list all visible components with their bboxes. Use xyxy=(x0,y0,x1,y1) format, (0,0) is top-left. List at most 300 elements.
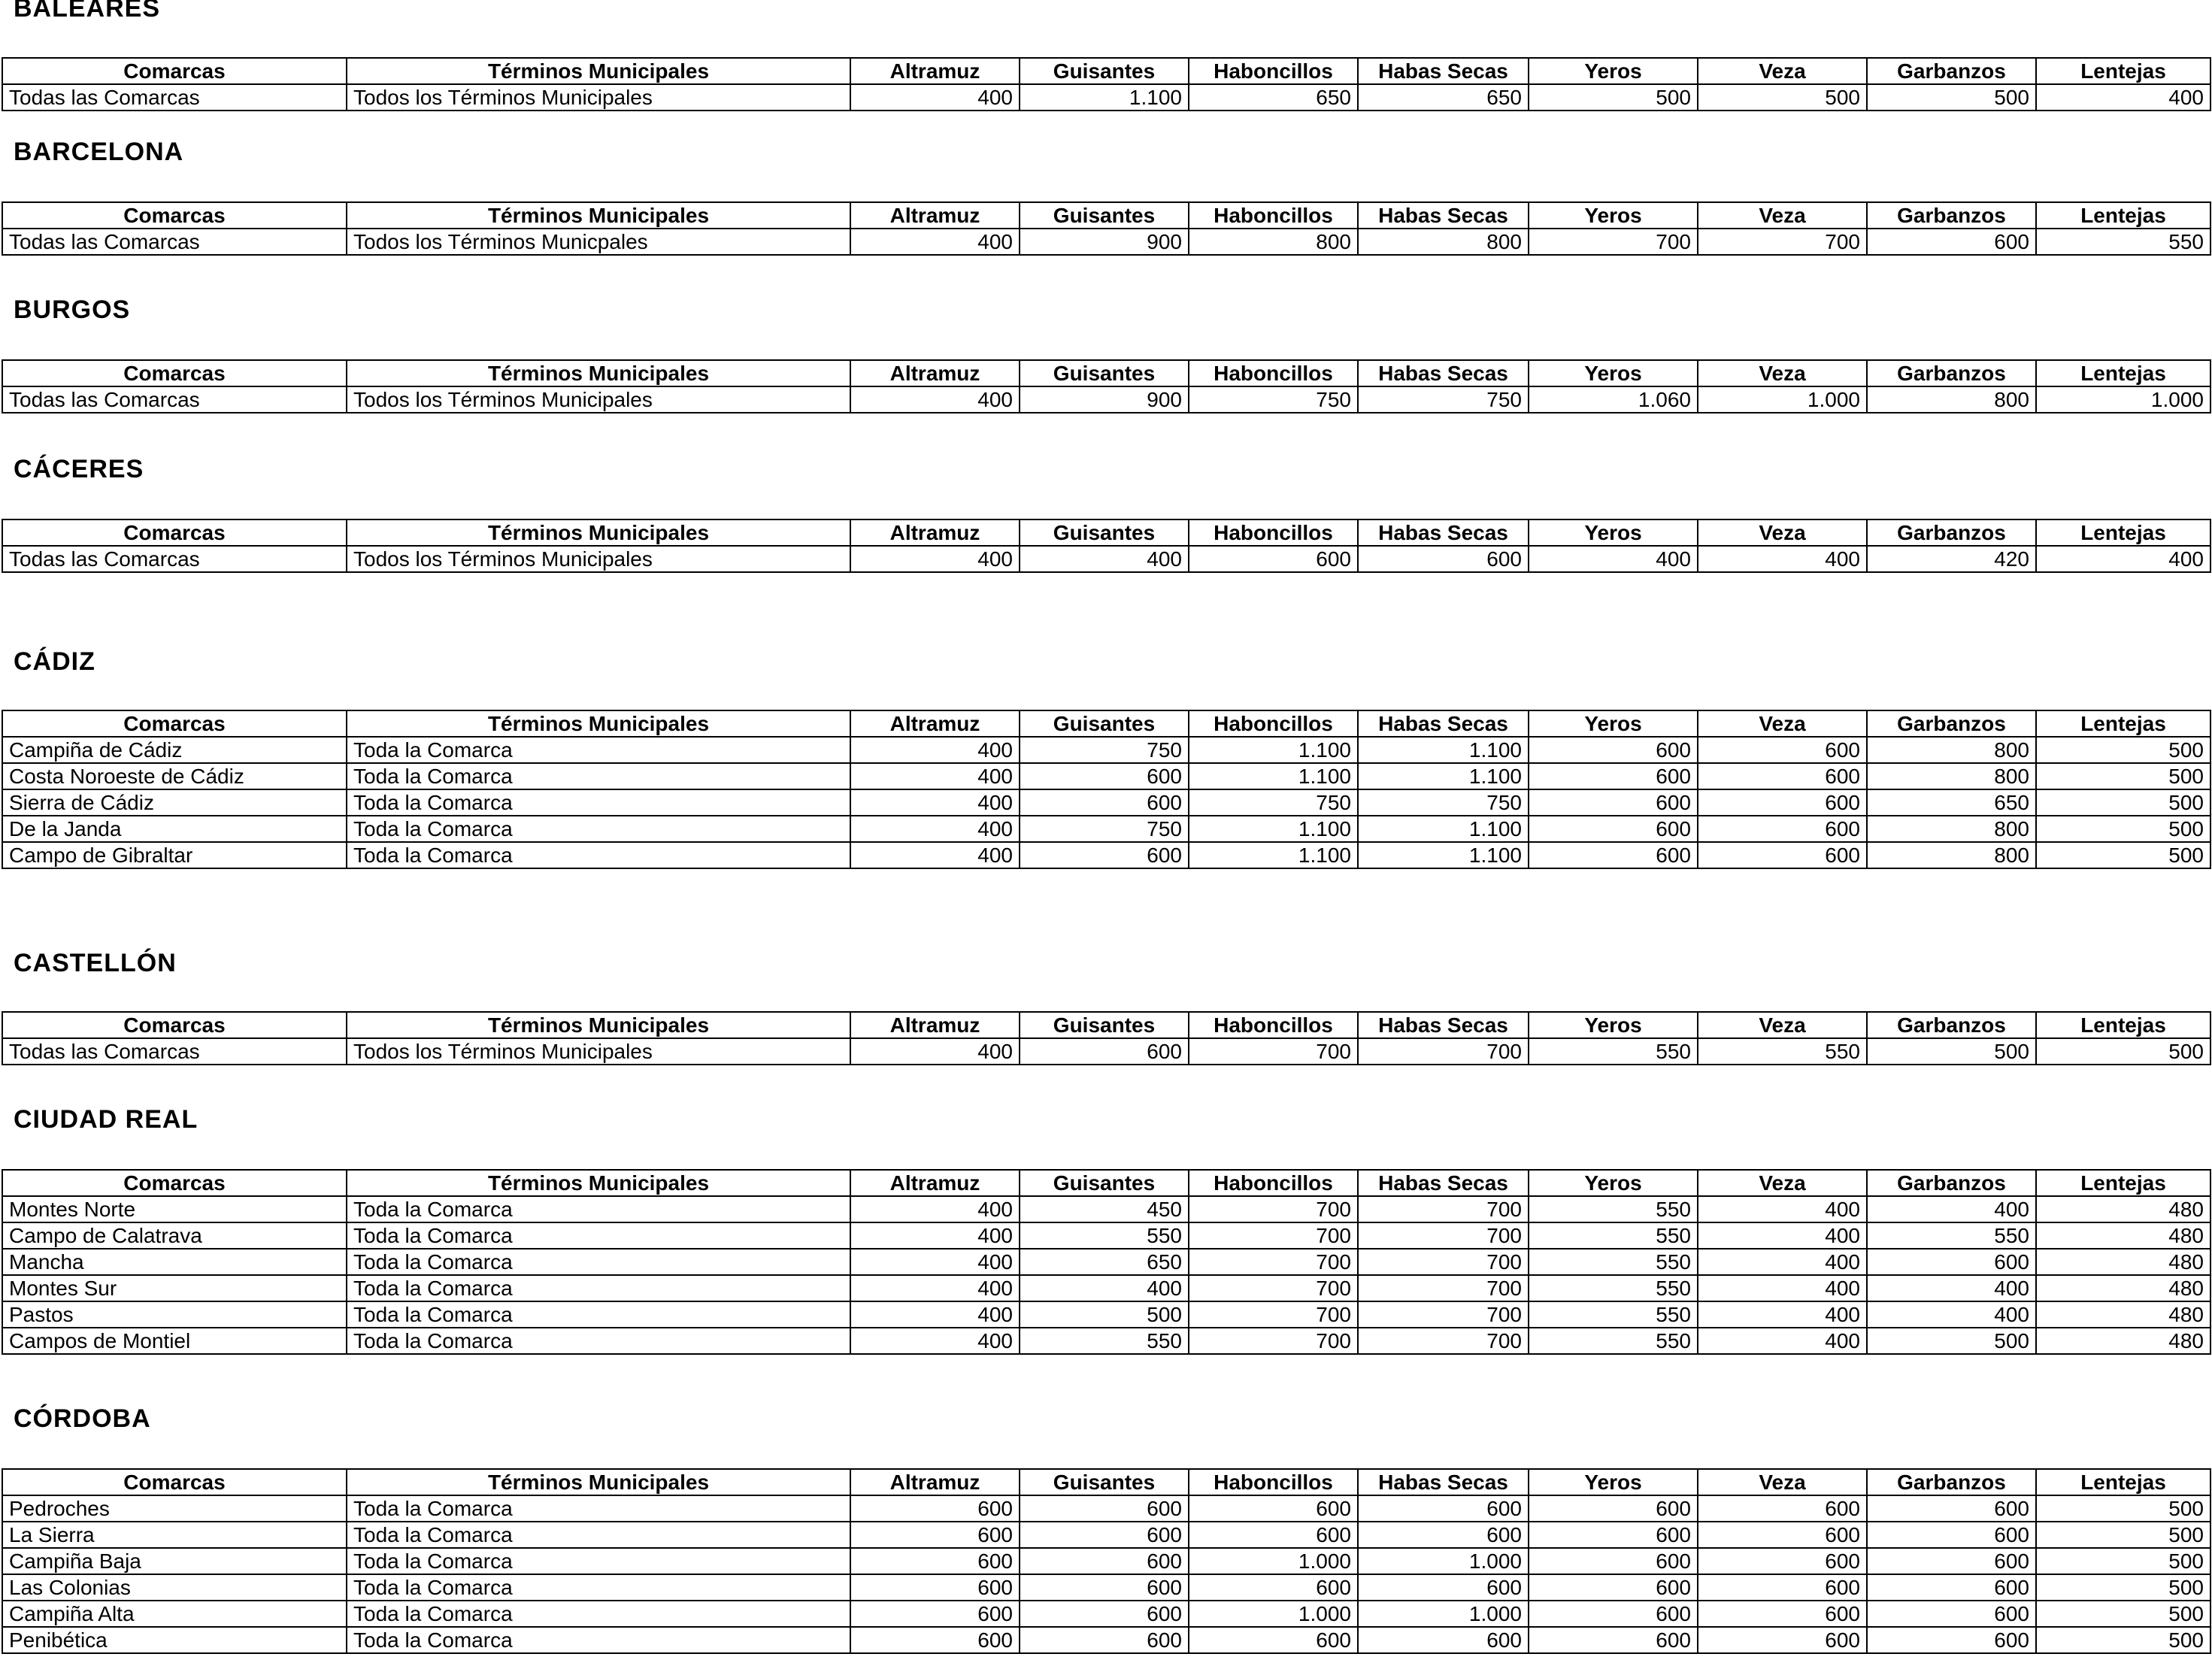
value-cell: 400 xyxy=(850,737,1020,763)
value-cell: 700 xyxy=(1358,1196,1529,1222)
value-cell: 500 xyxy=(2036,1548,2210,1574)
value-cell: 550 xyxy=(1020,1328,1189,1354)
value-cell: 500 xyxy=(1698,84,1867,111)
column-header: Lentejas xyxy=(2036,58,2210,84)
column-header: Garbanzos xyxy=(1867,58,2036,84)
comarca-cell: Campo de Calatrava xyxy=(2,1222,347,1249)
value-cell: 600 xyxy=(1020,1627,1189,1653)
table-row xyxy=(2,816,2210,842)
value-cell: 800 xyxy=(1867,737,2036,763)
column-header: Habas Secas xyxy=(1358,1469,1529,1495)
value-cell: 400 xyxy=(2036,546,2210,572)
column-header: Yeros xyxy=(1529,1469,1698,1495)
value-cell: 600 xyxy=(1020,763,1189,789)
table-row xyxy=(2,1038,2210,1065)
municipio-cell: Todos los Términos Municipales xyxy=(347,84,850,111)
value-cell: 400 xyxy=(1867,1275,2036,1301)
value-cell: 480 xyxy=(2036,1275,2210,1301)
value-cell: 400 xyxy=(1698,1249,1867,1275)
table-header-row xyxy=(2,58,2210,84)
column-header: Yeros xyxy=(1529,1170,1698,1196)
value-cell: 600 xyxy=(1529,1522,1698,1548)
table-header-row xyxy=(2,1469,2210,1495)
comarca-cell: Montes Norte xyxy=(2,1196,347,1222)
comarca-cell: Sierra de Cádiz xyxy=(2,789,347,816)
value-cell: 800 xyxy=(1867,816,2036,842)
column-header: Altramuz xyxy=(850,519,1020,546)
municipio-cell: Toda la Comarca xyxy=(347,1548,850,1574)
value-cell: 600 xyxy=(1020,1522,1189,1548)
province-title: BURGOS xyxy=(14,295,131,324)
column-header: Yeros xyxy=(1529,710,1698,737)
municipio-cell: Toda la Comarca xyxy=(347,1601,850,1627)
value-cell: 600 xyxy=(1529,816,1698,842)
value-cell: 500 xyxy=(2036,1038,2210,1065)
table-header-row xyxy=(2,1012,2210,1038)
value-cell: 900 xyxy=(1020,386,1189,413)
value-cell: 500 xyxy=(2036,1601,2210,1627)
column-header: Lentejas xyxy=(2036,360,2210,386)
table-row xyxy=(2,763,2210,789)
municipio-cell: Toda la Comarca xyxy=(347,1574,850,1601)
value-cell: 400 xyxy=(850,386,1020,413)
comarca-cell: La Sierra xyxy=(2,1522,347,1548)
value-cell: 500 xyxy=(1529,84,1698,111)
table-row xyxy=(2,84,2210,111)
municipio-cell: Todos los Términos Municipales xyxy=(347,1038,850,1065)
value-cell: 900 xyxy=(1020,229,1189,255)
value-cell: 400 xyxy=(850,1275,1020,1301)
comarca-cell: Todas las Comarcas xyxy=(2,386,347,413)
column-header: Lentejas xyxy=(2036,1170,2210,1196)
column-header: Habas Secas xyxy=(1358,710,1529,737)
value-cell: 400 xyxy=(850,1249,1020,1275)
table-row xyxy=(2,842,2210,868)
value-cell: 400 xyxy=(850,1301,1020,1328)
column-header: Guisantes xyxy=(1020,202,1189,229)
value-cell: 500 xyxy=(2036,737,2210,763)
value-cell: 750 xyxy=(1020,737,1189,763)
municipio-cell: Toda la Comarca xyxy=(347,1196,850,1222)
column-header: Términos Municipales xyxy=(347,58,850,84)
column-header: Veza xyxy=(1698,58,1867,84)
column-header: Guisantes xyxy=(1020,58,1189,84)
yield-table xyxy=(2,201,2211,256)
column-header: Veza xyxy=(1698,1170,1867,1196)
table-header-row xyxy=(2,360,2210,386)
value-cell: 600 xyxy=(1867,1522,2036,1548)
municipio-cell: Toda la Comarca xyxy=(347,816,850,842)
value-cell: 500 xyxy=(2036,842,2210,868)
value-cell: 400 xyxy=(850,546,1020,572)
column-header: Veza xyxy=(1698,202,1867,229)
column-header: Términos Municipales xyxy=(347,519,850,546)
comarca-cell: Pastos xyxy=(2,1301,347,1328)
value-cell: 550 xyxy=(1529,1038,1698,1065)
value-cell: 600 xyxy=(1189,1574,1358,1601)
value-cell: 600 xyxy=(850,1495,1020,1522)
table-row xyxy=(2,1627,2210,1653)
value-cell: 600 xyxy=(1698,789,1867,816)
value-cell: 600 xyxy=(1698,1627,1867,1653)
value-cell: 700 xyxy=(1358,1249,1529,1275)
province-title: BALEARES xyxy=(14,0,161,23)
value-cell: 700 xyxy=(1189,1328,1358,1354)
table-row xyxy=(2,737,2210,763)
yield-table xyxy=(2,1169,2211,1355)
value-cell: 400 xyxy=(850,1328,1020,1354)
value-cell: 600 xyxy=(1529,1495,1698,1522)
value-cell: 1.100 xyxy=(1189,816,1358,842)
value-cell: 400 xyxy=(1698,1222,1867,1249)
table-row xyxy=(2,1574,2210,1601)
province-title: CÁDIZ xyxy=(14,647,95,676)
municipio-cell: Toda la Comarca xyxy=(347,737,850,763)
column-header: Guisantes xyxy=(1020,1469,1189,1495)
value-cell: 600 xyxy=(1189,1627,1358,1653)
value-cell: 400 xyxy=(1698,1328,1867,1354)
table-header-row xyxy=(2,519,2210,546)
value-cell: 500 xyxy=(2036,1495,2210,1522)
value-cell: 550 xyxy=(1698,1038,1867,1065)
value-cell: 500 xyxy=(2036,816,2210,842)
value-cell: 1.000 xyxy=(1698,386,1867,413)
value-cell: 1.000 xyxy=(1189,1548,1358,1574)
table-row xyxy=(2,1522,2210,1548)
column-header: Términos Municipales xyxy=(347,202,850,229)
value-cell: 650 xyxy=(1189,84,1358,111)
comarca-cell: Campiña Baja xyxy=(2,1548,347,1574)
comarca-cell: Campiña Alta xyxy=(2,1601,347,1627)
municipio-cell: Todos los Términos Municpales xyxy=(347,229,850,255)
column-header: Comarcas xyxy=(2,1170,347,1196)
table-row xyxy=(2,1548,2210,1574)
column-header: Lentejas xyxy=(2036,1469,2210,1495)
value-cell: 550 xyxy=(1529,1275,1698,1301)
value-cell: 650 xyxy=(1358,84,1529,111)
column-header: Lentejas xyxy=(2036,519,2210,546)
value-cell: 750 xyxy=(1358,386,1529,413)
column-header: Comarcas xyxy=(2,1469,347,1495)
comarca-cell: Todas las Comarcas xyxy=(2,229,347,255)
value-cell: 480 xyxy=(2036,1196,2210,1222)
value-cell: 600 xyxy=(850,1574,1020,1601)
value-cell: 550 xyxy=(1020,1222,1189,1249)
column-header: Comarcas xyxy=(2,202,347,229)
value-cell: 500 xyxy=(2036,1627,2210,1653)
column-header: Garbanzos xyxy=(1867,1170,2036,1196)
value-cell: 800 xyxy=(1867,386,2036,413)
value-cell: 400 xyxy=(1867,1301,2036,1328)
comarca-cell: Costa Noroeste de Cádiz xyxy=(2,763,347,789)
value-cell: 600 xyxy=(850,1522,1020,1548)
value-cell: 550 xyxy=(2036,229,2210,255)
value-cell: 700 xyxy=(1189,1222,1358,1249)
column-header: Veza xyxy=(1698,519,1867,546)
value-cell: 500 xyxy=(1867,1328,2036,1354)
column-header: Yeros xyxy=(1529,519,1698,546)
value-cell: 800 xyxy=(1867,842,2036,868)
column-header: Habas Secas xyxy=(1358,202,1529,229)
column-header: Veza xyxy=(1698,710,1867,737)
value-cell: 700 xyxy=(1358,1275,1529,1301)
value-cell: 700 xyxy=(1358,1038,1529,1065)
value-cell: 600 xyxy=(1867,1627,2036,1653)
value-cell: 600 xyxy=(1529,1601,1698,1627)
value-cell: 600 xyxy=(1698,1522,1867,1548)
column-header: Lentejas xyxy=(2036,1012,2210,1038)
column-header: Haboncillos xyxy=(1189,519,1358,546)
table-header-row xyxy=(2,202,2210,229)
column-header: Términos Municipales xyxy=(347,710,850,737)
value-cell: 600 xyxy=(1020,789,1189,816)
value-cell: 600 xyxy=(1529,842,1698,868)
municipio-cell: Todos los Términos Municipales xyxy=(347,386,850,413)
value-cell: 600 xyxy=(1867,1601,2036,1627)
yield-table xyxy=(2,710,2211,869)
value-cell: 400 xyxy=(850,1196,1020,1222)
value-cell: 750 xyxy=(1189,386,1358,413)
value-cell: 600 xyxy=(1698,842,1867,868)
comarca-cell: De la Janda xyxy=(2,816,347,842)
yield-table xyxy=(2,57,2211,111)
value-cell: 480 xyxy=(2036,1328,2210,1354)
column-header: Garbanzos xyxy=(1867,710,2036,737)
column-header: Haboncillos xyxy=(1189,360,1358,386)
municipio-cell: Toda la Comarca xyxy=(347,1522,850,1548)
value-cell: 500 xyxy=(2036,1522,2210,1548)
value-cell: 400 xyxy=(850,1038,1020,1065)
yield-table xyxy=(2,359,2211,413)
value-cell: 550 xyxy=(1529,1301,1698,1328)
value-cell: 400 xyxy=(2036,84,2210,111)
column-header: Veza xyxy=(1698,360,1867,386)
municipio-cell: Toda la Comarca xyxy=(347,1328,850,1354)
value-cell: 480 xyxy=(2036,1222,2210,1249)
column-header: Comarcas xyxy=(2,1012,347,1038)
table-row xyxy=(2,1301,2210,1328)
value-cell: 500 xyxy=(2036,763,2210,789)
value-cell: 500 xyxy=(1867,84,2036,111)
table-row xyxy=(2,1495,2210,1522)
value-cell: 750 xyxy=(1020,816,1189,842)
value-cell: 1.100 xyxy=(1358,842,1529,868)
value-cell: 550 xyxy=(1529,1328,1698,1354)
municipio-cell: Toda la Comarca xyxy=(347,1495,850,1522)
column-header: Habas Secas xyxy=(1358,58,1529,84)
value-cell: 600 xyxy=(1698,816,1867,842)
value-cell: 480 xyxy=(2036,1301,2210,1328)
comarca-cell: Campiña de Cádiz xyxy=(2,737,347,763)
municipio-cell: Todos los Términos Municipales xyxy=(347,546,850,572)
value-cell: 600 xyxy=(1529,789,1698,816)
table-row xyxy=(2,1249,2210,1275)
municipio-cell: Toda la Comarca xyxy=(347,763,850,789)
yield-table xyxy=(2,1468,2211,1654)
column-header: Comarcas xyxy=(2,519,347,546)
table-row xyxy=(2,1328,2210,1354)
column-header: Habas Secas xyxy=(1358,1170,1529,1196)
value-cell: 600 xyxy=(1358,1495,1529,1522)
table-row xyxy=(2,386,2210,413)
value-cell: 600 xyxy=(1867,229,2036,255)
value-cell: 600 xyxy=(1867,1495,2036,1522)
value-cell: 600 xyxy=(1020,1601,1189,1627)
column-header: Altramuz xyxy=(850,202,1020,229)
value-cell: 550 xyxy=(1529,1249,1698,1275)
column-header: Garbanzos xyxy=(1867,202,2036,229)
value-cell: 600 xyxy=(1867,1574,2036,1601)
municipio-cell: Toda la Comarca xyxy=(347,1222,850,1249)
column-header: Guisantes xyxy=(1020,1170,1189,1196)
municipio-cell: Toda la Comarca xyxy=(347,1627,850,1653)
value-cell: 500 xyxy=(2036,1574,2210,1601)
column-header: Comarcas xyxy=(2,710,347,737)
table-header-row xyxy=(2,710,2210,737)
value-cell: 600 xyxy=(1189,546,1358,572)
value-cell: 400 xyxy=(1698,1275,1867,1301)
comarca-cell: Todas las Comarcas xyxy=(2,1038,347,1065)
value-cell: 550 xyxy=(1529,1222,1698,1249)
table-row xyxy=(2,789,2210,816)
value-cell: 700 xyxy=(1189,1275,1358,1301)
value-cell: 750 xyxy=(1189,789,1358,816)
comarca-cell: Penibética xyxy=(2,1627,347,1653)
column-header: Veza xyxy=(1698,1012,1867,1038)
value-cell: 1.100 xyxy=(1189,842,1358,868)
municipio-cell: Toda la Comarca xyxy=(347,842,850,868)
value-cell: 500 xyxy=(1020,1301,1189,1328)
yield-table xyxy=(2,519,2211,573)
value-cell: 600 xyxy=(1529,1574,1698,1601)
column-header: Yeros xyxy=(1529,202,1698,229)
column-header: Altramuz xyxy=(850,710,1020,737)
value-cell: 400 xyxy=(1698,1301,1867,1328)
value-cell: 600 xyxy=(1358,546,1529,572)
column-header: Garbanzos xyxy=(1867,1469,2036,1495)
column-header: Haboncillos xyxy=(1189,710,1358,737)
value-cell: 400 xyxy=(1867,1196,2036,1222)
value-cell: 1.000 xyxy=(2036,386,2210,413)
value-cell: 600 xyxy=(1189,1522,1358,1548)
column-header: Términos Municipales xyxy=(347,1170,850,1196)
value-cell: 600 xyxy=(1698,1574,1867,1601)
province-title: CÓRDOBA xyxy=(14,1404,151,1433)
municipio-cell: Toda la Comarca xyxy=(347,1275,850,1301)
column-header: Yeros xyxy=(1529,360,1698,386)
column-header: Comarcas xyxy=(2,360,347,386)
value-cell: 600 xyxy=(1358,1574,1529,1601)
value-cell: 700 xyxy=(1189,1249,1358,1275)
table-header-row xyxy=(2,1170,2210,1196)
value-cell: 600 xyxy=(1698,737,1867,763)
column-header: Altramuz xyxy=(850,1170,1020,1196)
value-cell: 700 xyxy=(1189,1196,1358,1222)
column-header: Términos Municipales xyxy=(347,1469,850,1495)
comarca-cell: Montes Sur xyxy=(2,1275,347,1301)
province-title: BARCELONA xyxy=(14,138,184,166)
table-row xyxy=(2,1196,2210,1222)
column-header: Haboncillos xyxy=(1189,1469,1358,1495)
value-cell: 800 xyxy=(1358,229,1529,255)
value-cell: 500 xyxy=(2036,789,2210,816)
value-cell: 1.100 xyxy=(1189,763,1358,789)
value-cell: 400 xyxy=(1698,546,1867,572)
value-cell: 1.100 xyxy=(1189,737,1358,763)
value-cell: 600 xyxy=(1867,1249,2036,1275)
value-cell: 700 xyxy=(1358,1301,1529,1328)
value-cell: 700 xyxy=(1189,1038,1358,1065)
value-cell: 600 xyxy=(1867,1548,2036,1574)
value-cell: 1.060 xyxy=(1529,386,1698,413)
value-cell: 650 xyxy=(1020,1249,1189,1275)
column-header: Guisantes xyxy=(1020,710,1189,737)
value-cell: 600 xyxy=(1698,1601,1867,1627)
value-cell: 600 xyxy=(850,1627,1020,1653)
value-cell: 550 xyxy=(1529,1196,1698,1222)
table-row xyxy=(2,546,2210,572)
value-cell: 400 xyxy=(850,229,1020,255)
column-header: Guisantes xyxy=(1020,360,1189,386)
value-cell: 750 xyxy=(1358,789,1529,816)
value-cell: 400 xyxy=(1698,1196,1867,1222)
column-header: Lentejas xyxy=(2036,710,2210,737)
value-cell: 600 xyxy=(1020,842,1189,868)
column-header: Habas Secas xyxy=(1358,360,1529,386)
value-cell: 700 xyxy=(1358,1222,1529,1249)
value-cell: 600 xyxy=(850,1548,1020,1574)
value-cell: 400 xyxy=(850,816,1020,842)
value-cell: 600 xyxy=(1529,1627,1698,1653)
municipio-cell: Toda la Comarca xyxy=(347,1301,850,1328)
value-cell: 400 xyxy=(850,842,1020,868)
value-cell: 800 xyxy=(1867,763,2036,789)
column-header: Altramuz xyxy=(850,360,1020,386)
value-cell: 600 xyxy=(1529,1548,1698,1574)
table-row xyxy=(2,1601,2210,1627)
value-cell: 600 xyxy=(1358,1627,1529,1653)
column-header: Habas Secas xyxy=(1358,1012,1529,1038)
column-header: Guisantes xyxy=(1020,519,1189,546)
column-header: Altramuz xyxy=(850,1012,1020,1038)
yield-table xyxy=(2,1011,2211,1065)
value-cell: 700 xyxy=(1358,1328,1529,1354)
municipio-cell: Toda la Comarca xyxy=(347,789,850,816)
value-cell: 600 xyxy=(1020,1495,1189,1522)
value-cell: 600 xyxy=(1020,1574,1189,1601)
table-row xyxy=(2,1275,2210,1301)
value-cell: 400 xyxy=(850,84,1020,111)
comarca-cell: Pedroches xyxy=(2,1495,347,1522)
column-header: Comarcas xyxy=(2,58,347,84)
value-cell: 1.000 xyxy=(1189,1601,1358,1627)
column-header: Haboncillos xyxy=(1189,58,1358,84)
column-header: Altramuz xyxy=(850,1469,1020,1495)
value-cell: 1.100 xyxy=(1358,737,1529,763)
value-cell: 400 xyxy=(1020,546,1189,572)
value-cell: 600 xyxy=(1358,1522,1529,1548)
column-header: Yeros xyxy=(1529,58,1698,84)
value-cell: 400 xyxy=(850,789,1020,816)
column-header: Yeros xyxy=(1529,1012,1698,1038)
column-header: Garbanzos xyxy=(1867,519,2036,546)
value-cell: 700 xyxy=(1529,229,1698,255)
value-cell: 800 xyxy=(1189,229,1358,255)
value-cell: 600 xyxy=(1189,1495,1358,1522)
column-header: Lentejas xyxy=(2036,202,2210,229)
province-title: CÁCERES xyxy=(14,455,144,483)
column-header: Garbanzos xyxy=(1867,360,2036,386)
